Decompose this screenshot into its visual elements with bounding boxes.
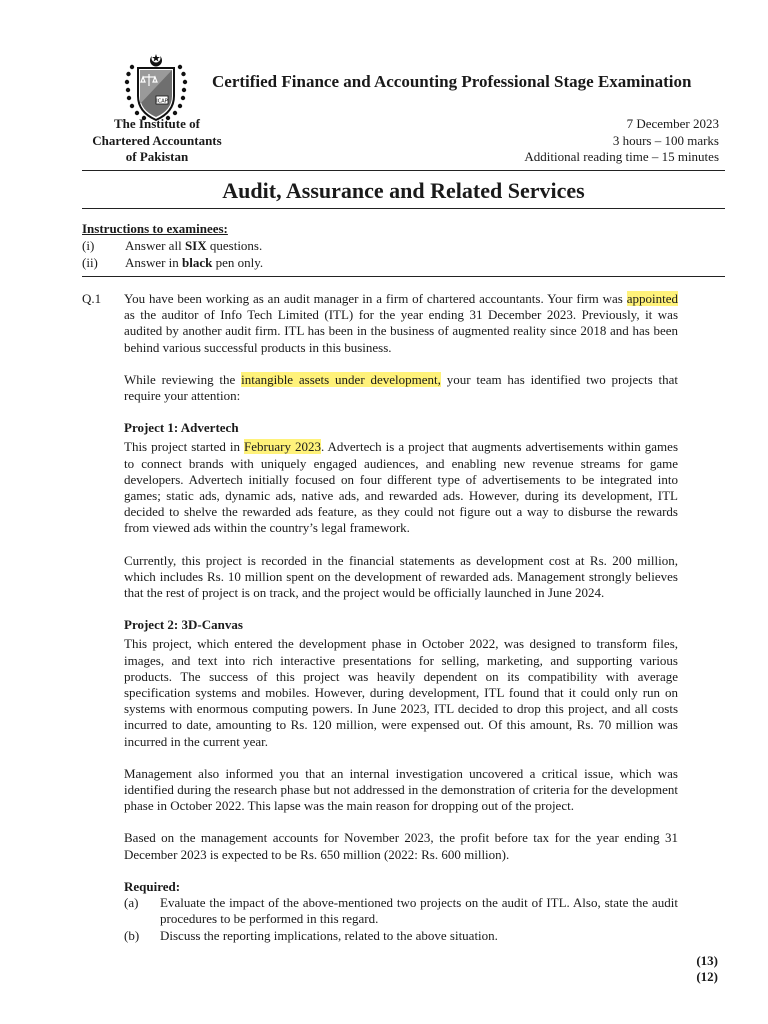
project2-paragraph: Management also informed you that an internal investigation uncovered a critical issue, which was identified during the research phase but not addressed in the demonstration of criteria for the development phase in October 2022. This lapse was the main reason for dropping out of the project. [124,765,678,814]
institute-line: of Pakistan [125,149,189,164]
question-number: Q.1 [82,291,102,306]
institute-line: Chartered Accountants [92,132,222,148]
exam-meta [419,116,719,166]
required-number: (a) [124,895,139,911]
highlight: February 2023 [244,439,321,455]
review-paragraph: While reviewing the intangible assets under development, your team has identified two projects that require your attention: [124,371,678,404]
intro-paragraph: You have been working as an audit manager in a firm of chartered accountants. Your firm was appointed as the auditor of Info Tech Limited (ITL) for the year ending 31 December 2023. Previously, it was audited by another audit firm. ITL has been in the business of augmented reality since 2018 and has been behind various successful products in this business. [124,291,678,355]
divider [82,208,725,209]
project2-paragraph: This project, which entered the development phase in October 2022, was designed to transform files, images, and text into rich interactive presentations for selling, marketing, and supporting various products. The success of this project was heavily dependent on its compatibility with average specification systems and mobiles. However, during development, ITL found that it could only run on systems with enormous computing powers. In June 2023, ITL decided to drop this project, and all costs incurred to date, amounting to Rs. 120 million, were expensed out. Of this amount, Rs. 70 million was incurred in the current year. [124,636,678,749]
highlight: appointed [626,291,678,306]
instruction-number: (ii) [82,255,98,270]
required-item [124,895,678,927]
divider [82,170,725,171]
divider [82,276,725,277]
exam-title: Certified Finance and Accounting Professional Stage Examination [212,72,692,91]
profit-paragraph: Based on the management accounts for November 2023, the profit before tax for the year ending 31 December 2023 is expected to be Rs. 650 million (2022: Rs. 600 million). [124,830,678,862]
instructions-heading: Instructions to examinees: [82,221,228,236]
instruction-text: Answer all SIX questions. [125,238,263,253]
marks: (13) [696,953,718,968]
logo-text: ICAP [156,98,168,105]
highlight: intangible assets under development, [241,371,441,387]
required-heading: Required: [124,878,181,894]
instruction-number: (i) [82,238,95,253]
exam-date: 7 December 2023 [626,116,719,131]
question-body [124,291,678,944]
instruction-item [82,254,722,271]
exam-duration: 3 hours – 100 marks [612,132,719,148]
required-item [124,928,678,944]
reading-time: Additional reading time – 15 minutes [524,149,719,164]
marks: (12) [696,969,718,984]
project1-paragraph: Currently, this project is recorded in the financial statements as development cost at Rs. 200 million, which includes Rs. 10 million spent on the development of rewarded ads. Management strongly believes that the rest of project is on track, and the project would be officially launched in June 2024. [124,552,678,601]
instruction-item [82,237,722,254]
project1-heading: Project 1: Advertech [124,420,239,436]
instructions [82,220,722,271]
project1-paragraph: This project started in February 2023. Advertech is a project that augments advertisements within games to connect brands with uniquely engaged audiences, and enabling new revenue streams for game developers. Advertech initially focused on four different type of advertisements to be integrated into games; static ads, dynamic ads, native ads, and rewarded ads. However, during its development, ITL decided to shelve the rewarded ads feature, as they could not figure out a way to disburse the rewards from viewed ads within the country’s legal framework. [124,439,679,536]
required-text: Evaluate the impact of the above-mentioned two projects on the audit of ITL. Also, state the audit procedures to be performed in this regard. [160,895,678,927]
institute-line: The Institute of [114,116,200,131]
project2-heading: Project 2: 3D-Canvas [124,617,243,633]
instruction-text: Answer in black pen only. [125,255,264,270]
required-number: (b) [124,927,140,943]
required-text: Discuss the reporting implications, related to the above situation. [160,927,498,943]
subject-title: Audit, Assurance and Related Services [222,178,585,203]
institute-name [72,116,242,166]
